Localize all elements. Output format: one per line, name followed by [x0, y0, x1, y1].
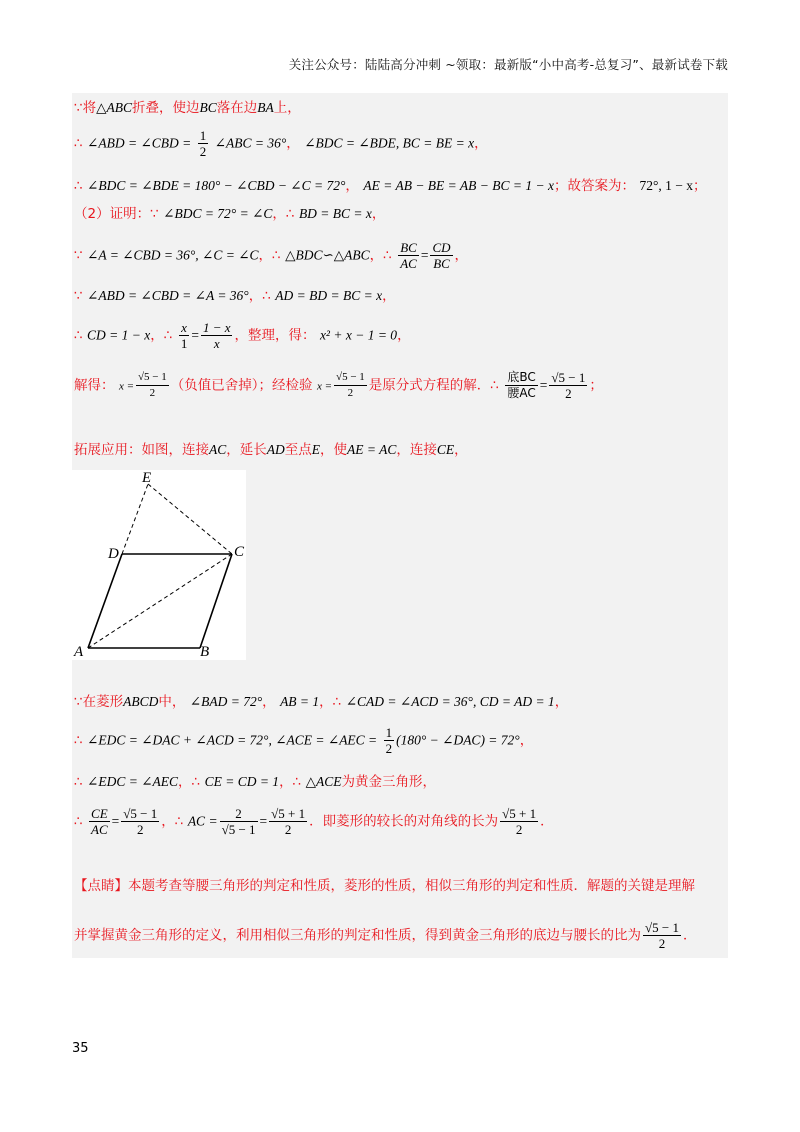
text: ，连接	[396, 442, 437, 458]
math: =	[259, 813, 268, 829]
therefore-symbol: ∴	[74, 178, 83, 194]
text: ，	[454, 442, 468, 458]
text: ，延长	[226, 442, 267, 458]
text: 落在边	[216, 100, 258, 116]
text: ∵将	[74, 100, 97, 116]
math: CE	[436, 442, 455, 457]
math: =	[191, 327, 199, 343]
text: 至点	[284, 442, 312, 458]
math: 72°, 1 − x	[639, 178, 693, 193]
therefore-symbol: ∴	[74, 732, 83, 749]
text: ，∴	[369, 247, 392, 264]
fraction: $\frac{√5 - 1}{2}$	[645, 920, 679, 951]
text: 拓展应用：如图，连接	[74, 442, 209, 458]
math: ∠A = ∠CBD = 36°, ∠C = ∠C	[87, 247, 259, 263]
text: ，	[262, 694, 276, 710]
fraction: $\frac{CD}{BC}$	[432, 240, 451, 271]
fraction: $\frac{√5 + 1}{2}$	[502, 806, 537, 837]
math: ∠ABD = ∠CBD =	[87, 135, 192, 151]
math: (180° − ∠DAC) = 72°	[396, 732, 520, 748]
text: ，使	[320, 442, 348, 458]
math: ∠CAD = ∠ACD = 36°, CD = AD = 1	[345, 694, 555, 709]
fraction: $\frac{1}{2}$	[199, 128, 207, 159]
line-5	[74, 240, 468, 271]
math: AB = 1	[280, 694, 320, 709]
fraction: $\frac{√5 + 1}{2}$	[271, 806, 306, 837]
line-8	[74, 370, 603, 401]
text: ，∴	[178, 774, 201, 790]
text: ，∴	[279, 774, 302, 790]
text: ，∴	[319, 694, 342, 710]
fraction: $\frac{BC}{AC}$	[400, 240, 417, 271]
text: （负值已舍掉）；经检验	[170, 377, 313, 394]
text: ；	[692, 178, 707, 194]
math: =	[420, 247, 429, 263]
page-header: 关注公众号：陆陆高分冲刺 ~领取：最新版“小中高考-总复习”、最新试卷下载	[288, 57, 728, 72]
comment-text: 【点睛】本题考查等腰三角形的判定和性质，菱形的性质，相似三角形的判定和性质．解题的关键是理解	[74, 878, 695, 894]
math: AE = AB − BE = AB − BC = 1 − x	[363, 178, 554, 193]
fraction: $\frac{1}{2}$	[385, 725, 393, 756]
extension-DE	[122, 484, 148, 554]
math: AC =	[187, 813, 218, 829]
label-C: C	[234, 544, 245, 560]
math: ∠BDC = 72° = ∠C	[163, 206, 273, 221]
line-12	[74, 774, 436, 791]
math: ∠ABC = 36°	[214, 135, 287, 151]
text: ，∴	[161, 813, 184, 830]
math: AE = AC	[347, 442, 397, 457]
label-D: D	[108, 546, 119, 562]
text: （2）证明：∵	[74, 206, 159, 222]
therefore-symbol: ∴	[74, 135, 83, 152]
line-14	[74, 878, 695, 895]
text: ，	[519, 732, 534, 749]
text: ，	[554, 694, 569, 710]
math: BC	[199, 100, 217, 115]
therefore-symbol: ∴	[74, 327, 83, 344]
math: =	[111, 813, 120, 829]
fraction: $\frac{\text{底BC}}{\text{腰AC}}$	[507, 370, 536, 400]
math: △BDC∽△ABC	[285, 247, 370, 263]
line-2	[74, 128, 488, 159]
math: ∠ABD = ∠CBD = ∠A = 36°	[87, 288, 249, 303]
side-DA	[88, 554, 122, 648]
text: ∵在菱形	[74, 694, 124, 710]
fraction: $\frac{2}{√5 - 1}$	[221, 806, 256, 837]
text: ；故答案为：	[553, 178, 635, 194]
text: ，	[397, 327, 411, 344]
text: ；	[589, 377, 603, 394]
text: ，∴	[258, 247, 281, 264]
text: 是原分式方程的解．∴	[368, 377, 499, 394]
text: 折叠，使边	[131, 100, 200, 116]
math: AD = BD = BC = x	[275, 288, 383, 303]
text: 为黄金三角形，	[341, 774, 436, 790]
line-6	[74, 288, 396, 305]
comment-text: 并掌握黄金三角形的定义，利用相似三角形的判定和性质，得到黄金三角形的底边与腰长的比为	[74, 927, 641, 944]
math: x =	[316, 380, 333, 393]
math: ∠BDC = ∠BDE, BC = BE = x	[304, 135, 475, 151]
page-number: 35	[72, 1041, 89, 1056]
math: E	[311, 442, 321, 457]
segment-CE	[148, 484, 232, 554]
text: ，	[382, 288, 396, 304]
label-A: A	[74, 644, 84, 660]
math: ∠BAD = 72°	[189, 694, 263, 709]
rhombus-figure	[72, 470, 246, 660]
geometry-diagram	[72, 470, 246, 660]
text: ，	[454, 247, 469, 264]
line-9	[74, 442, 468, 459]
math: ∠EDC = ∠DAC + ∠ACD = 72°, ∠ACE = ∠AEC =	[87, 732, 378, 748]
because-symbol: ∵	[74, 288, 83, 304]
line-1	[74, 100, 301, 117]
text: 上，	[273, 100, 301, 116]
therefore-symbol: ∴	[74, 813, 83, 830]
line-11	[74, 725, 533, 756]
text: ，整理，得：	[234, 327, 316, 344]
therefore-symbol: ∴	[74, 774, 83, 790]
math: ABCD	[123, 694, 159, 709]
text: ，	[345, 178, 359, 194]
text: ，	[286, 135, 300, 152]
fraction: $\frac{√5 - 1}{2}$	[123, 806, 158, 837]
fraction: $\frac{CE}{AC}$	[91, 806, 108, 837]
line-7	[74, 320, 411, 351]
side-BC	[200, 554, 232, 648]
math: =	[539, 377, 548, 393]
text: ，∴	[272, 206, 295, 222]
because-symbol: ∵	[74, 247, 83, 264]
fraction: $\frac{1 - x}{x}$	[202, 320, 231, 351]
math: △ABC	[96, 100, 132, 115]
text: ，∴	[150, 327, 173, 344]
math: AC	[209, 442, 227, 457]
math: AD	[266, 442, 285, 457]
math: CD = 1 − x	[87, 327, 151, 343]
label-E: E	[142, 470, 152, 486]
text: ．	[682, 927, 697, 944]
text: 解得：	[74, 377, 115, 394]
fraction: $\frac{√5 - 1}{2}$	[336, 371, 365, 399]
text: ，	[474, 135, 488, 152]
math: ∠EDC = ∠AEC	[87, 774, 179, 789]
math: CE = CD = 1	[204, 774, 280, 789]
math: x² + x − 1 = 0	[319, 327, 398, 343]
line-15	[74, 920, 696, 951]
math: △ACE	[305, 774, 342, 789]
fraction: $\frac{√5 - 1}{2}$	[551, 370, 586, 401]
line-10	[74, 694, 568, 711]
text: 中，	[158, 694, 186, 710]
diagonal-AC	[88, 554, 232, 648]
label-B: B	[200, 644, 210, 660]
math: x =	[118, 380, 135, 393]
line-4	[74, 206, 385, 223]
fraction: $\frac{√5 - 1}{2}$	[138, 371, 167, 399]
line-3	[74, 178, 706, 195]
math: BA	[257, 100, 274, 115]
text: ．	[540, 813, 554, 830]
line-13	[74, 806, 554, 837]
text: ，	[371, 206, 386, 222]
math: BD = BC = x	[298, 206, 372, 221]
text: ．即菱形的较长的对角线的长为	[309, 813, 499, 830]
fraction: $\frac{x}{1}$	[180, 320, 188, 351]
text: ，∴	[248, 288, 271, 304]
math: ∠BDC = ∠BDE = 180° − ∠CBD − ∠C = 72°	[87, 178, 346, 193]
